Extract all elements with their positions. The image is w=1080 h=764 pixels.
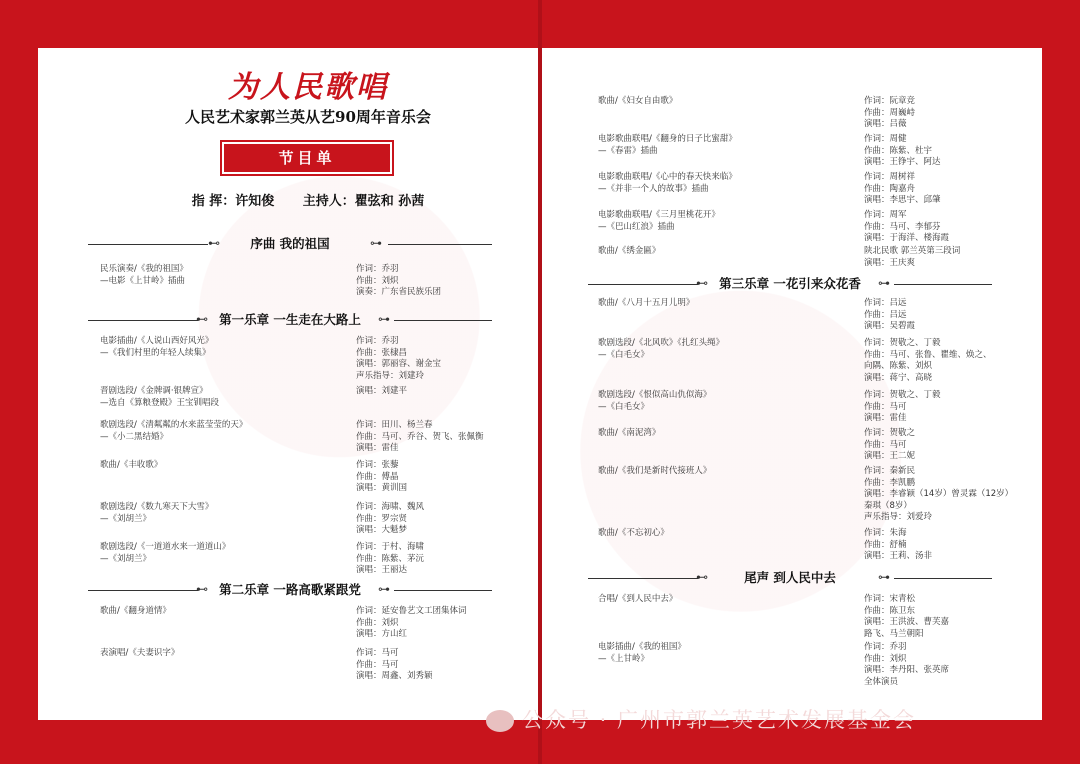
hosts-credit: 主持人：瞿弦和 孙茜 — [302, 194, 425, 209]
performer-credits — [98, 190, 518, 209]
ornament-icon: ⊶ — [378, 582, 390, 596]
section-title: 尾声 到人民中去 — [744, 570, 836, 585]
conductor-credit: 指 挥：许知俊 — [191, 194, 275, 209]
ornament-icon: ⊶ — [378, 312, 390, 326]
section-title: 第二乐章 一路高歌紧跟党 — [219, 582, 361, 597]
page-spine — [538, 0, 542, 764]
ornament-icon: ⊷ — [196, 312, 208, 326]
section-header — [588, 568, 992, 588]
section-title: 第一乐章 一生走在大路上 — [219, 312, 361, 327]
wechat-icon — [486, 710, 514, 732]
right-column: 歌曲/《妇女自由歌》 作词：阮章竞 作曲：周巍峙 演唱：吕薇 电影歌曲联唱/《翻身的日子比蜜甜》 —《春雷》插曲 作词：周健 作曲：陈紫、杜宇 演唱：王铮宇、阿达 电影歌曲联唱/《心中的春天快来临》 —《并非一个人的故事》插曲 作词：周树祥 作曲：陶嘉舟 演唱：李思宇、邱肇 电影歌曲联唱/《三月里桃花开》 —《巴山红浪》插曲 作词：周军 作曲：马可、李郁芬 演唱：于海洋、楼海霞 歌曲/《绣金匾》 陕北民歌 郭兰英第三段词 演唱：王庆爽 ⊷ 第三乐章 一花引来众花香 ⊶ 歌曲/《八月十五月儿明》 作词：吕远 作曲：吕远 演唱：吴碧霞 歌剧选段/《北风吹》《扎红头绳》 —《白毛女》 作词：贺敬之、丁毅 作曲：马可、张鲁、瞿维、焕之、 向隅、陈紫、刘炽 演唱：蒋宁、高晓 歌剧选段/《恨似高山仇似海》 —《白毛女》 作词：贺敬之、丁毅 作曲：马可 演唱：雷佳 歌曲/《南泥湾》 作词：贺敬之 作曲：马可 演唱：王二妮 歌曲/《我们是新时代接班人》 作词：秦新民 作曲：李凯鹏 演唱：李睿颖（14岁）曾灵霖（12岁） 秦琪（8岁） 声乐指导：刘爱玲 歌曲/《不忘初心》 作词：朱海 作曲：舒楠 演唱：王莉、汤非 ⊷ 尾声 到人民中去 ⊶ 合唱/《到人民中去》 作词：宋青松 作曲：陈卫东 演唱：王洪波、曹芙嘉 路飞、马兰朝阳 电影插曲/《我的祖国》 —《上甘岭》 作词：乔羽 作曲：刘炽 演唱：李丹阳、张英席 全体演员 — [542, 48, 1042, 720]
section-header — [588, 274, 992, 294]
section-header — [88, 234, 492, 254]
section-title: 第三乐章 一花引来众花香 — [719, 276, 861, 291]
program-label: 节目单 — [224, 144, 390, 172]
concert-subtitle: 人民艺术家郭兰英从艺90周年音乐会 — [185, 108, 431, 126]
left-column: 为人民歌唱 人民艺术家郭兰英从艺90周年音乐会 节目单 指 挥：许知俊 主持人：瞿弦和 孙茜 ⊷ 序曲 我的祖国 ⊶ 民乐演奏/《我的祖国》 —电影《上甘岭》插曲 作词：乔羽 作曲：刘炽 演奏：广东省民族乐团 ⊷ 第一乐章 一生走在大路上 ⊶ 电影插曲/《人说山西好风光》 —《我们村里的年轻人续集》 作词：乔羽 作曲：张棣昌 演唱：郭丽容、谢金宝 声乐指导：刘建玲 晋剧选段/《金牌调·银牌宣》 —选自《算粮登殿》王宝钏唱段 演唱：刘建平 歌剧选段/《清粼粼的水来蓝莹莹的天》 —《小二黑结婚》 作词：田川、杨兰春 作曲：马可、乔谷、贺飞、张佩衡 演唱：雷佳 歌曲/《丰收歌》 作词：张藜 作曲：傅晶 演唱：黄训国 歌剧选段/《数九寒天下大雪》 —《刘胡兰》 作词：海啸、魏风 作曲：罗宗贤 演唱：大魁梦 歌剧选段/《一道道水来一道道山》 —《刘胡兰》 作词：于村、海啸 作曲：陈紫、茅沅 演唱：王丽达 ⊷ 第二乐章 一路高歌紧跟党 ⊶ 歌曲/《翻身道情》 作词：延安鲁艺文工团集体词 作曲：刘炽 演唱：方山红 表演唱/《夫妻识字》 作词：马可 作曲：马可 演唱：周鑫、刘秀颖 — [38, 48, 538, 720]
ornament-icon: ⊷ — [196, 582, 208, 596]
concert-title: 为人民歌唱 — [228, 70, 388, 105]
ornament-icon: ⊷ — [696, 570, 708, 584]
ornament-icon: ⊶ — [878, 276, 890, 290]
ornament-icon: ⊶ — [370, 236, 382, 250]
ornament-icon: ⊷ — [208, 236, 220, 250]
section-title: 序曲 我的祖国 — [250, 236, 330, 251]
ornament-icon: ⊶ — [878, 570, 890, 584]
watermark: 公众号 · 广州市郭兰英艺术发展基金会 — [486, 704, 916, 740]
section-header — [88, 580, 492, 600]
section-header — [88, 310, 492, 330]
ornament-icon: ⊷ — [696, 276, 708, 290]
